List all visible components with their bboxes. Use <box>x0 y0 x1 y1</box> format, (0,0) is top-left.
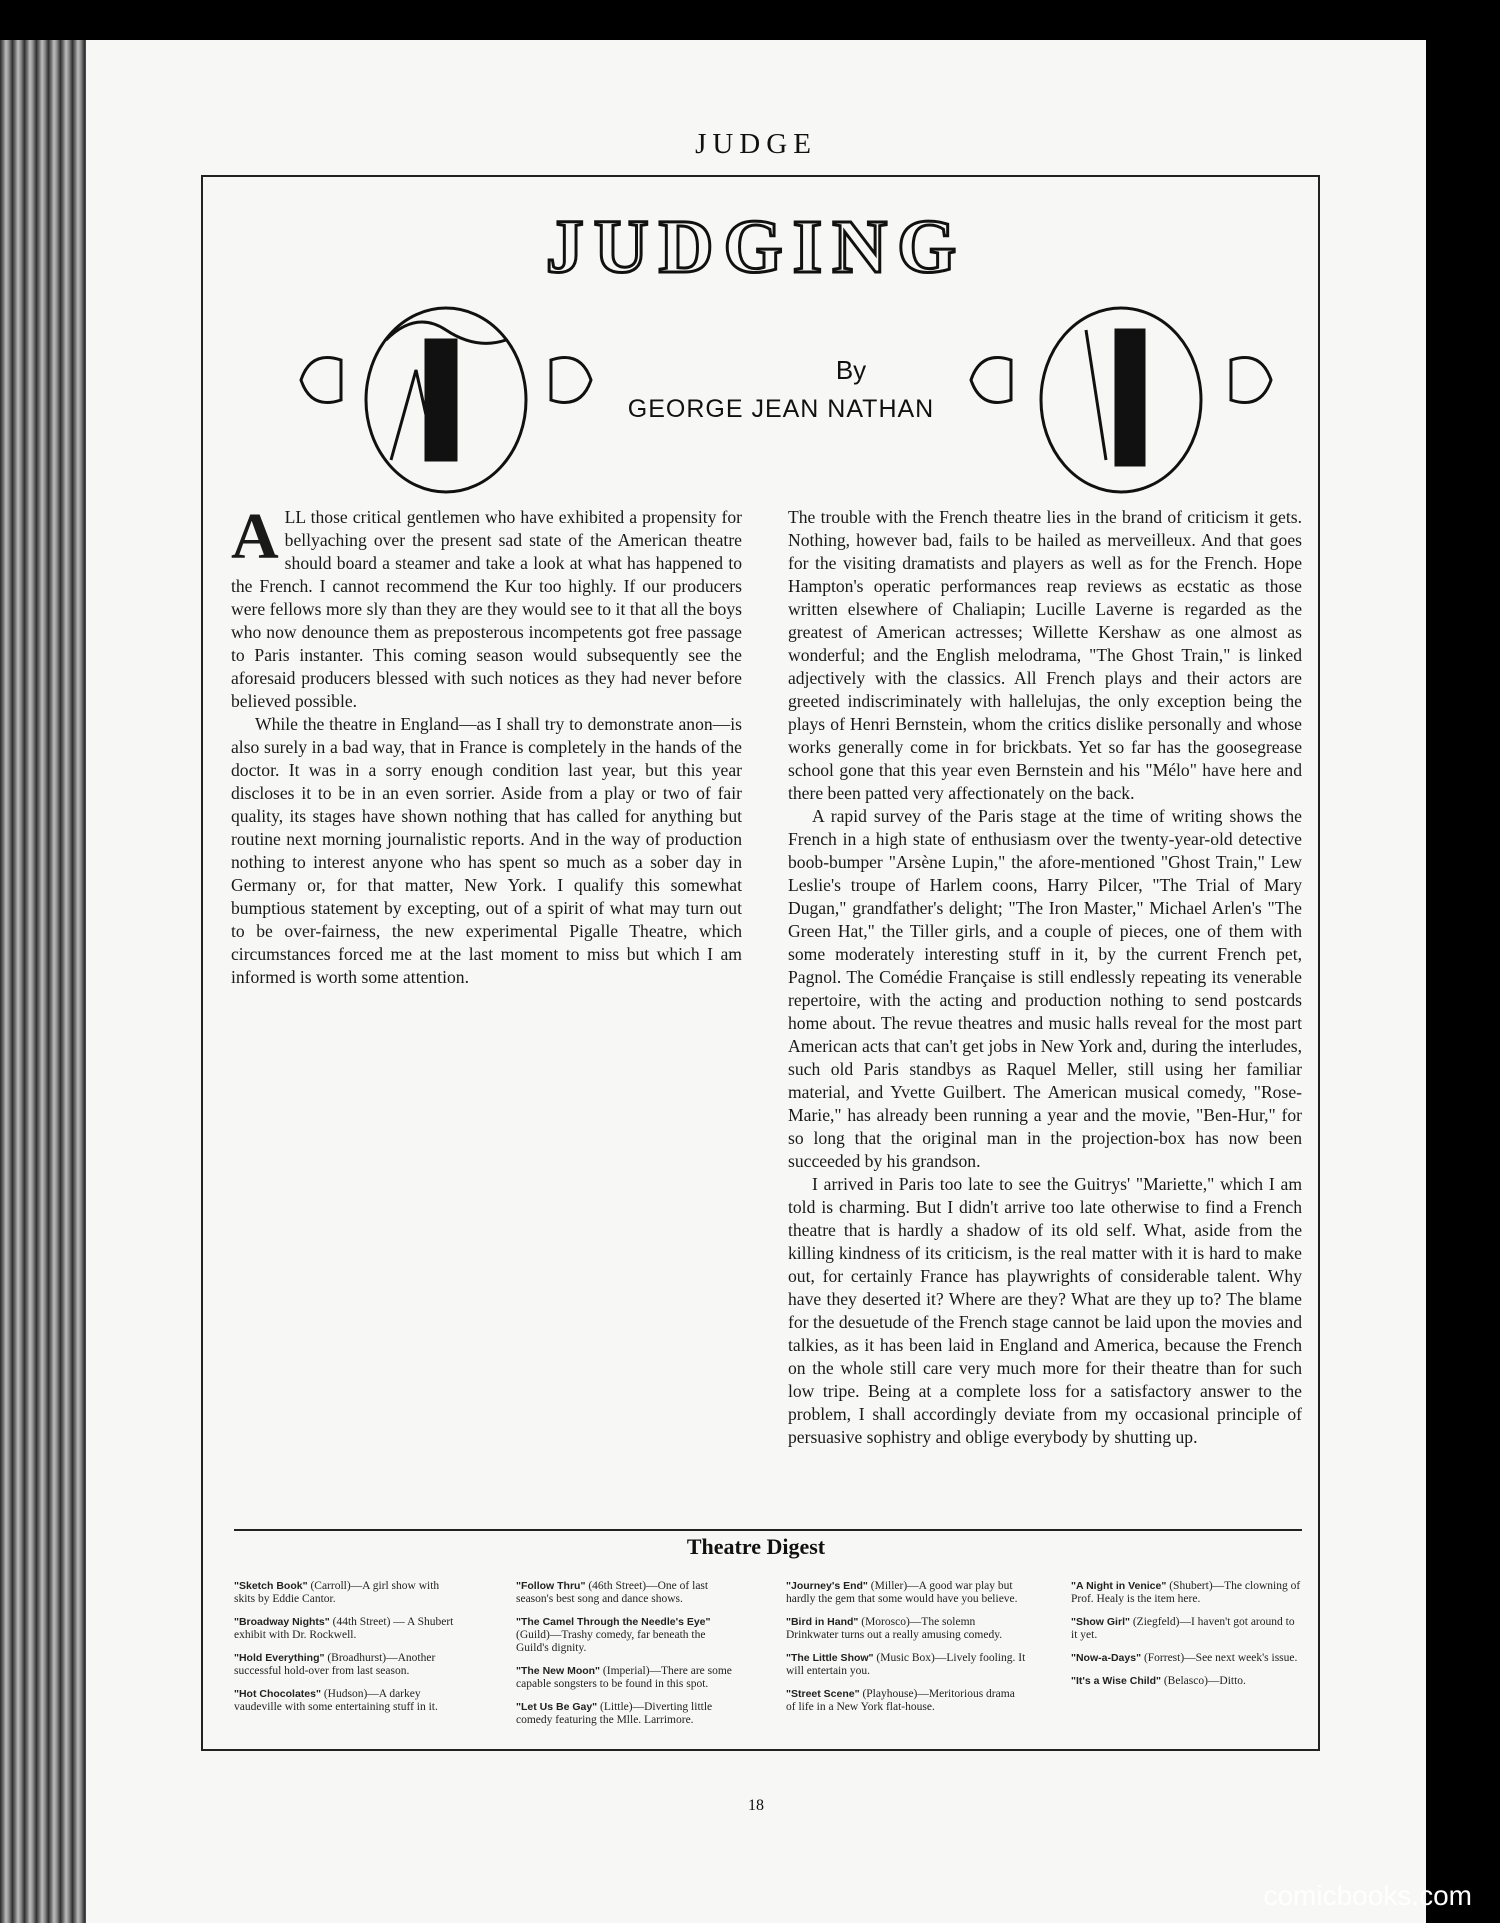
digest-entry: "Now-a-Days" (Forrest)—See next week's issue. <box>1071 1652 1298 1664</box>
digest-entry: "Hot Chocolates" (Hudson)—A darkey vaudeville with some entertaining stuff in it. <box>234 1688 438 1713</box>
digest-entry: "It's a Wise Child" (Belasco)—Ditto. <box>1071 1675 1246 1687</box>
digest-entry: "Journey's End" (Miller)—A good war play but hardly the gem that some would have you believe. <box>786 1580 1018 1605</box>
article-paragraph-4: A rapid survey of the Paris stage at the time of writing shows the French in a high state of enthusiasm over the twenty-year-old detective boob-bumper "Arsène Lupin," the afore-mentioned "Ghost Train," Lew Leslie's troupe of Harlem coons, Harry Pilcer, "The Trial of Mary Dugan," grandfather's delight; "The Iron Master," Michael Arlen's "The Green Hat," the Tiller girls, and a couple of pieces, one of them with some moderately interesting stuff in it, by the current French pet, Pagnol. The Comédie Française is still endlessly repeating its venerable repertoire, with the acting and production nothing to send postcards home about. The revue theatres and music halls reveal for the most part American acts that can't get jobs in New York and, during the interludes, such old Paris standbys as Raquel Meller, still using her familiar material, and Yvette Guilbert. The American musical comedy, "Rose-Marie," has already been running a year and the movie, "Ben-Hur," for so long that the original man in the projection-box has now been succeeded by his grandson. <box>788 806 1302 1171</box>
digest-title: Theatre Digest <box>686 1534 826 1559</box>
digest-entry: "Street Scene" (Playhouse)—Meritorious drama of life in a New York flat-house. <box>786 1688 1015 1713</box>
digest-entry: "Broadway Nights" (44th Street) — A Shubert exhibit with Dr. Rockwell. <box>234 1616 454 1641</box>
article-paragraph-2: While the theatre in England—as I shall try to demonstrate anon—is also surely in a bad way, that in France is completely in the hands of the doctor. It was in a sorry enough condition last year, but this year discloses it to be in an even sorrier. Aside from a play or two of fair quality, its stages have shown nothing that has called for anything but routine next morning journalistic reports. And in the way of production nothing to interest anyone who has spent so much as a sober day in Germany or, for that matter, New York. I qualify this somewhat bumptious statement by excepting, out of a spirit of what may turn out to be over-fairness, the new experimental Pigalle Theatre, which circumstances forced me at the last moment to miss but which I am informed is worth some attention. <box>231 714 742 987</box>
watermark: comicbooks.com <box>1263 1880 1472 1911</box>
tragedy-mask-right-icon <box>1231 358 1271 403</box>
digest-entry: "Hold Everything" (Broadhurst)—Another successful hold-over from last season. <box>234 1652 436 1677</box>
right-dancer-vignette <box>971 308 1271 492</box>
article-column-2 <box>788 506 1302 1449</box>
digest-entry: "Let Us Be Gay" (Little)—Diverting little comedy featuring the Mlle. Larrimore. <box>516 1701 713 1726</box>
digest-entry: "A Night in Venice" (Shubert)—The clowning of Prof. Healy is the item here. <box>1071 1580 1301 1605</box>
digest-column-3 <box>786 1580 1026 1724</box>
digest-entry: "Show Girl" (Ziegfeld)—I haven't got around to it yet. <box>1071 1616 1295 1641</box>
page-number: 18 <box>748 1797 764 1814</box>
magazine-page <box>86 40 1426 1923</box>
digest-entry: "Sketch Book" (Carroll)—A girl show with skits by Eddie Cantor. <box>234 1580 440 1605</box>
title-art-text: JUDGING <box>545 205 967 289</box>
digest-entry: "Follow Thru" (46th Street)—One of last season's best song and dance shows. <box>516 1580 709 1605</box>
digest-entry: "The Camel Through the Needle's Eye" (Guild)—Trashy comedy, far beneath the Guild's dignity. <box>516 1616 711 1654</box>
masthead: JUDGE <box>695 128 817 160</box>
article-paragraph-3: The trouble with the French theatre lies in the brand of criticism it gets. Nothing, however bad, fails to be hailed as merveilleux. And that goes for the visiting dramatists and players as well as for the French. Hope Hampton's operatic performances reap reviews as ecstatic as those written elsewhere of Chaliapin; Lucille Laverne is regarded as the greatest of American actresses; Willette Kershaw as one almost as wonderful; and the English melodrama, "The Ghost Train," is linked adjectively with the classics. All French plays and their actors are greeted indiscriminately with hallelujas, the only exception being the plays of Henri Bernstein, whom the critics dislike personally and whose works generally come in for brickbats. Yet so far has the goosegrease school gone that this year even Bernstein and his "Mélo" have here and there been patted very affectionately on the back. <box>788 507 1302 803</box>
digest-entry: "Bird in Hand" (Morosco)—The solemn Drinkwater turns out a really amusing comedy. <box>786 1616 1003 1641</box>
title-illustration <box>86 40 1426 510</box>
comedy-mask-left-icon <box>301 358 341 403</box>
digest-entry: "The Little Show" (Music Box)—Lively fooling. It will entertain you. <box>786 1652 1026 1677</box>
article-column-1 <box>231 500 742 989</box>
right-page-shadow <box>1426 60 1500 1923</box>
tragedy-mask-left-icon <box>551 358 591 403</box>
book-page-edges <box>0 40 95 1923</box>
digest-column-4 <box>1071 1580 1301 1698</box>
drop-cap: A <box>231 500 279 573</box>
article-paragraph-5: I arrived in Paris too late to see the Guitrys' "Mariette," which I am told is charming. But I didn't arrive too late otherwise to find a French theatre that is hardly a shadow of its old self. What, aside from the killing kindness of its criticism, is the real matter with it is hard to make out, for certainly France has playwrights of considerable talent. Why have they deserted it? Where are they? What are they up to? The blame for the desuetude of the French stage cannot be laid upon the movies and talkies, as it has been laid in England and America, because the French on the whole still care very much more for their theatre than for such low tripe. Being at a complete loss for a satisfactory answer to the problem, I shall accordingly deviate from my occasional principle of persuasive sophistry and oblige everybody by shutting up. <box>788 1174 1302 1447</box>
digest-entry: "The New Moon" (Imperial)—There are some capable songsters to be found in this spot. <box>516 1665 732 1690</box>
digest-divider <box>234 1529 1302 1531</box>
byline-by: By <box>835 355 867 385</box>
article-paragraph-1: ALL those critical gentlemen who have exhibited a propensity for bellyaching over the present sad state of the American theatre should board a steamer and take a look at what has happened to the French. I cannot recommend the Kur too highly. If our producers were fellows more sly than they are they would see to it that all the boys who now denounce them as preposterous incompetents got free passage to Paris instanter. This coming season would subsequently see the aforesaid producers blessed with such notices as they had never before believed possible. <box>231 500 742 711</box>
left-dancer-vignette <box>301 308 591 492</box>
digest-column-2 <box>516 1580 741 1737</box>
comedy-mask-right-icon <box>971 358 1011 403</box>
author-name: GEORGE JEAN NATHAN <box>627 395 935 423</box>
digest-column-1 <box>234 1580 459 1724</box>
